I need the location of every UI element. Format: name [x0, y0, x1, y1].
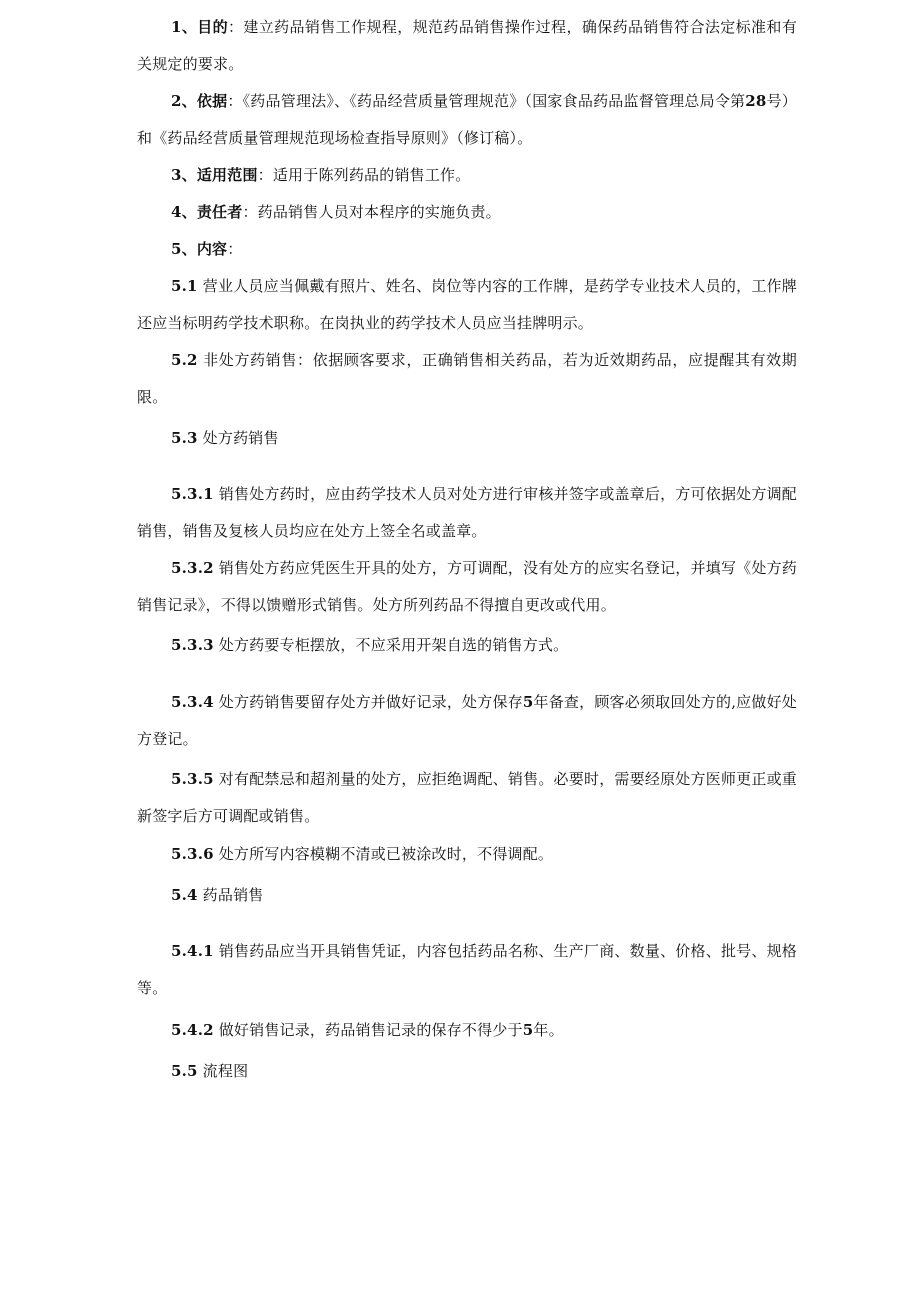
clause-text: 流程图 — [202, 1062, 249, 1080]
section-label: 责任者 — [196, 203, 243, 221]
section-number: 4 — [171, 203, 182, 221]
clause-5-3-5 — [137, 761, 797, 835]
clause-text: 销售药品应当开具销售凭证，内容包括药品名称、生产厂商、数量、价格、批号、规格等。 — [137, 942, 798, 997]
section-separator: 、 — [181, 92, 197, 110]
section-number: 3 — [171, 166, 182, 184]
section-number: 1 — [171, 18, 182, 36]
clause-text-cont: 年备查，顾客必须取回处方的,应做好处方登记。 — [137, 693, 797, 748]
section-label: 适用范围 — [196, 166, 258, 184]
section-responsible — [137, 194, 797, 231]
clause-text: 非处方药销售：依据顾客要求，正确销售相关药品，若为近效期药品，应提醒其有效期限。 — [137, 351, 798, 406]
clause-number: 5.3.4 — [171, 693, 214, 711]
clause-5-4-2 — [137, 1012, 797, 1049]
section-scope — [137, 157, 797, 194]
clause-number: 5.4.1 — [171, 942, 214, 960]
clause-number: 5.1 — [171, 277, 198, 295]
clause-text: 销售处方药时，应由药学技术人员对处方进行审核并签字或盖章后，方可依据处方调配销售，销售及复核人员均应在处方上签全名或盖章。 — [137, 485, 798, 540]
clause-5-3-6 — [137, 836, 797, 873]
clause-text: 药品销售 — [202, 886, 264, 904]
clause-5-3-2 — [137, 550, 797, 624]
section-text-cont: 号）和《药品经营质量管理规范现场检查指导原则》（修订稿）。 — [137, 92, 798, 147]
section-text: ：药品销售人员对本程序的实施负责。 — [242, 203, 501, 221]
order-number: 28 — [745, 92, 767, 110]
clause-text: 处方药销售 — [202, 429, 279, 447]
clause-number: 5.3.6 — [171, 845, 214, 863]
section-number: 5 — [171, 240, 182, 258]
section-text: ：适用于陈列药品的销售工作。 — [257, 166, 471, 184]
clause-5-3-3 — [137, 627, 797, 664]
section-separator: 、 — [181, 166, 197, 184]
section-separator: 、 — [181, 203, 197, 221]
clause-5-1 — [137, 268, 797, 342]
section-text: ：建立药品销售工作规程，规范药品销售操作过程，确保药品销售符合法定标准和有关规定的要求。 — [137, 18, 798, 73]
clause-number: 5.4 — [171, 886, 198, 904]
section-label: 目的 — [197, 18, 228, 36]
clause-text: 处方药要专柜摆放，不应采用开架自选的销售方式。 — [218, 636, 569, 654]
section-purpose — [137, 9, 797, 83]
clause-text: 对有配禁忌和超剂量的处方，应拒绝调配、销售。必要时，需要经原处方医师更正或重新签字后方可调配或销售。 — [137, 770, 798, 825]
clause-text: 销售处方药应凭医生开具的处方，方可调配，没有处方的应实名登记，并填写《处方药销售记录》，不得以馈赠形式销售。处方所列药品不得擅自更改或代用。 — [137, 559, 798, 614]
clause-text: 处方所写内容模糊不清或已被涂改时，不得调配。 — [218, 845, 554, 863]
clause-text: 做好销售记录，药品销售记录的保存不得少于 — [218, 1021, 523, 1039]
section-label: 依据 — [196, 92, 228, 110]
clause-number: 5.4.2 — [171, 1021, 214, 1039]
clause-number: 5.3 — [171, 429, 198, 447]
clause-number: 5.3.5 — [171, 770, 214, 788]
clause-text: 营业人员应当佩戴有照片、姓名、岗位等内容的工作牌，是药学专业技术人员的，工作牌还应当标明药学技术职称。在岗执业的药学技术人员应当挂牌明示。 — [137, 277, 797, 332]
section-separator: 、 — [181, 240, 197, 258]
clause-5-4-1 — [137, 933, 797, 1007]
section-basis — [137, 83, 797, 157]
years-number: 5 — [522, 693, 534, 711]
section-number: 2 — [171, 92, 182, 110]
section-separator: 、 — [181, 18, 198, 36]
clause-text-cont: 年。 — [533, 1021, 564, 1039]
clause-number: 5.3.2 — [171, 559, 214, 577]
section-label: 内容 — [196, 240, 228, 258]
clause-5-2 — [137, 342, 797, 416]
clause-number: 5.2 — [171, 351, 198, 369]
clause-5-3 — [137, 420, 797, 457]
section-content — [137, 231, 797, 268]
clause-5-5 — [137, 1053, 797, 1090]
section-text: ：《药品管理法》、《药品经营质量管理规范》（国家食品药品监督管理总局令第 — [227, 92, 746, 110]
years-number: 5 — [522, 1021, 534, 1039]
clause-text: 处方药销售要留存处方并做好记录，处方保存 — [218, 693, 523, 711]
clause-5-4 — [137, 877, 797, 914]
section-text: ： — [227, 240, 243, 258]
clause-5-3-1 — [137, 476, 797, 550]
clause-number: 5.5 — [171, 1062, 198, 1080]
clause-number: 5.3.3 — [171, 636, 214, 654]
clause-5-3-4 — [137, 684, 797, 758]
clause-number: 5.3.1 — [171, 485, 214, 503]
